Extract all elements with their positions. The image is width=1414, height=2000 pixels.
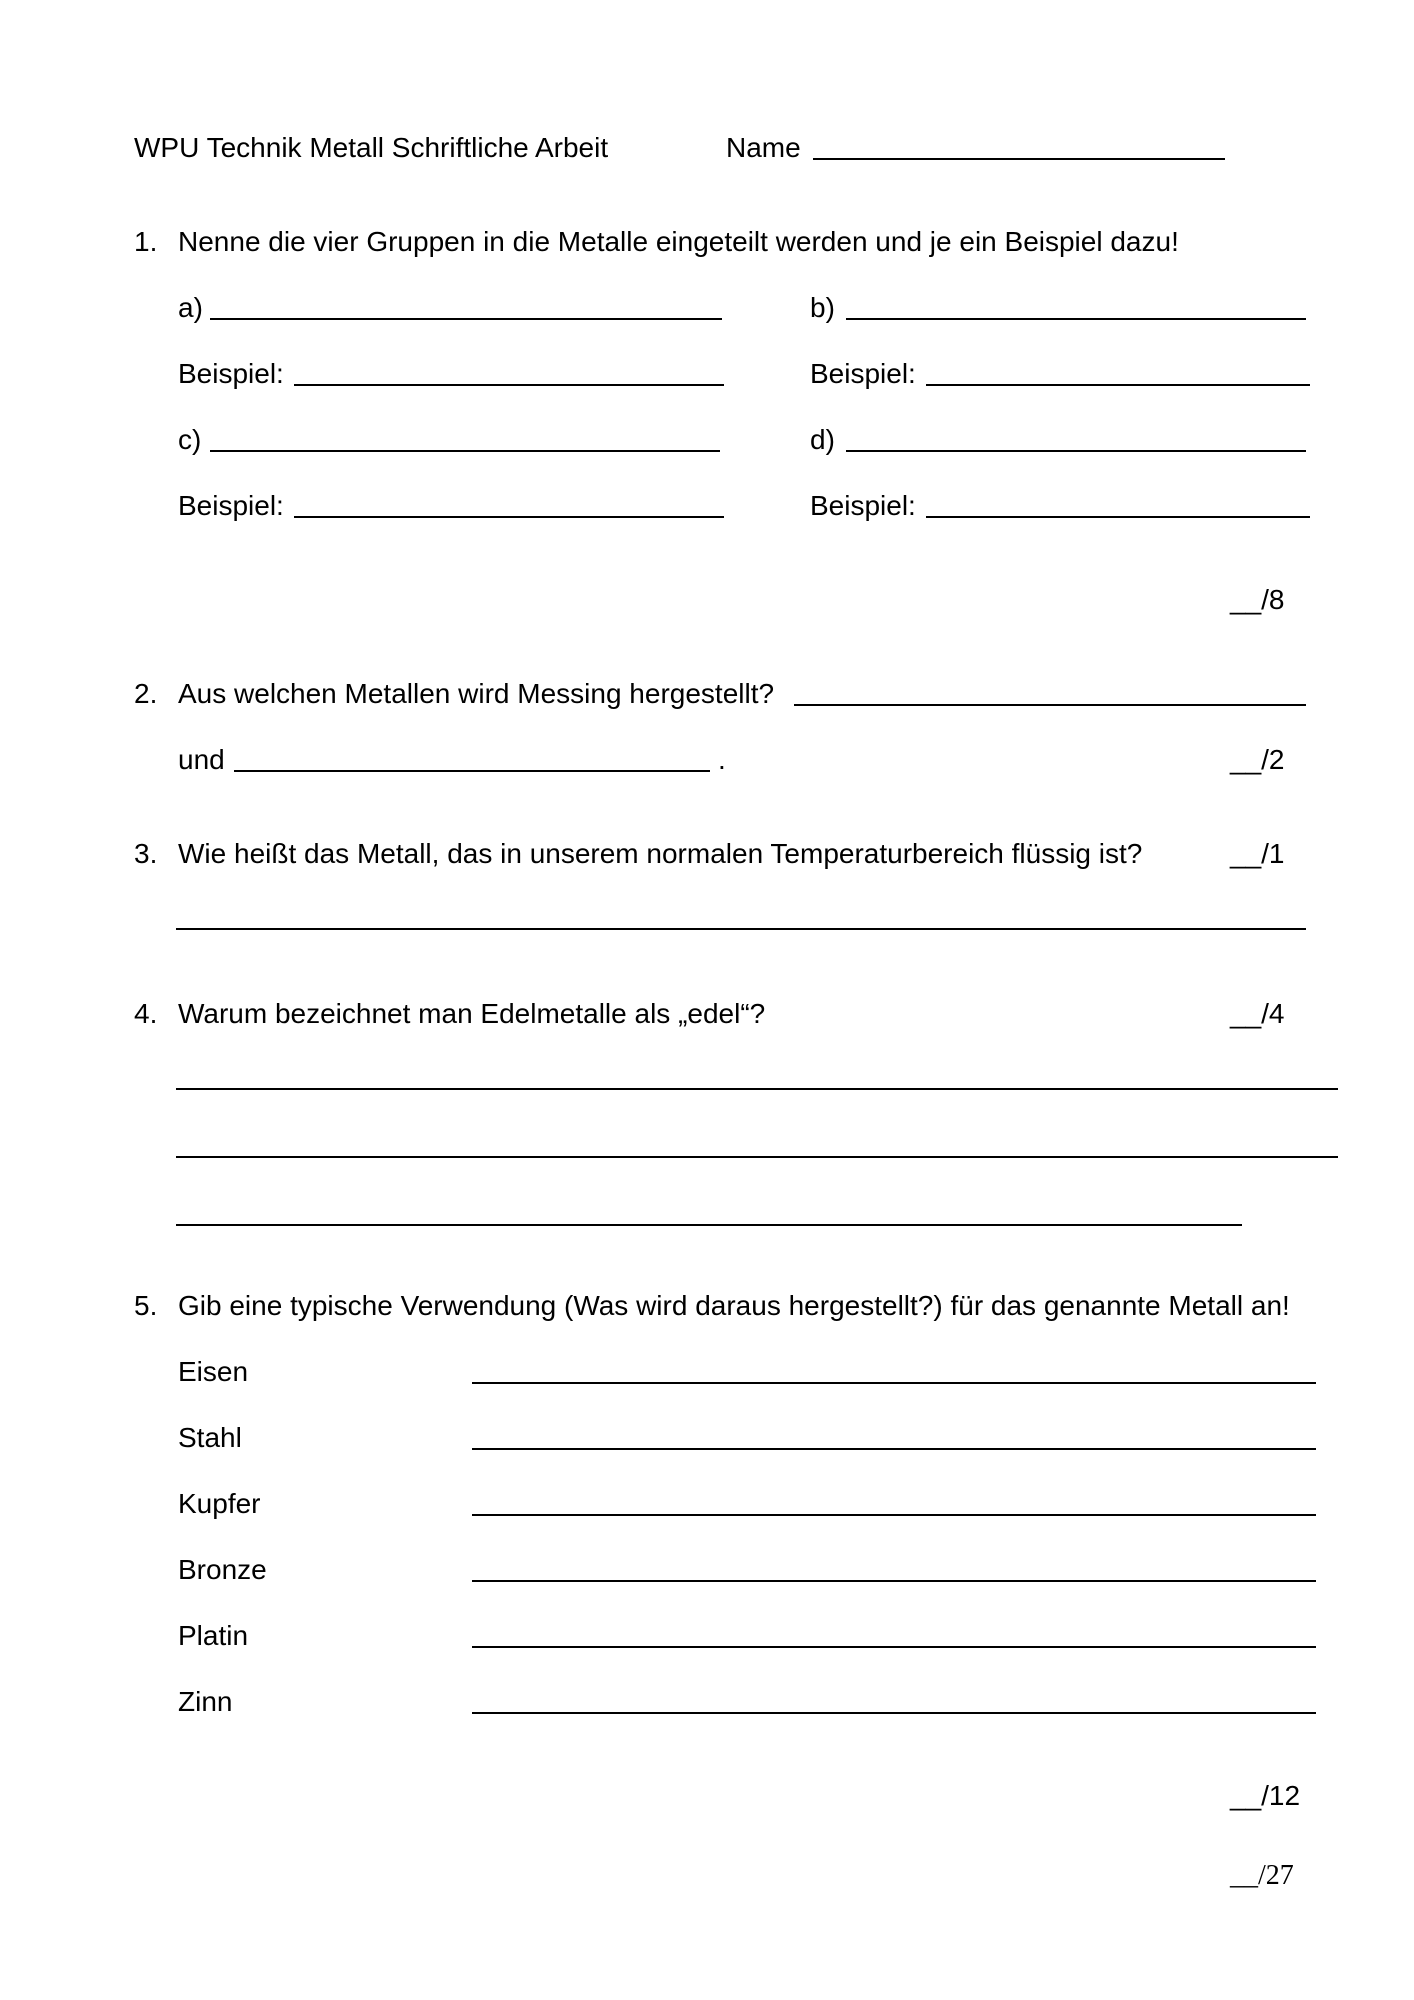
q2-period: . [718,744,726,775]
q1-example-c[interactable] [294,516,724,518]
q4-number: 4. [134,998,158,1029]
q5-metal-label: Bronze [178,1554,267,1585]
name-label: Name [726,132,801,163]
q1-text: Nenne die vier Gruppen in die Metalle eingeteilt werden und je ein Beispiel dazu! [178,226,1179,257]
q1-label-d: d) [810,424,835,455]
q4-answer-line-1[interactable] [176,1088,1338,1090]
q1-answer-a[interactable] [210,318,722,320]
worksheet-title: WPU Technik Metall Schriftliche Arbeit [134,132,609,163]
q1-answer-c[interactable] [210,450,720,452]
q5-answer-eisen[interactable] [472,1382,1316,1384]
q5-metal-label: Zinn [178,1686,233,1717]
q2-answer-2[interactable] [234,770,710,772]
q1-number: 1. [134,226,158,257]
q5-metal-label: Platin [178,1620,249,1651]
q1-label-c: c) [178,424,202,455]
q1-example-label-a: Beispiel: [178,358,284,389]
q2-and-label: und [178,744,225,775]
q5-answer-platin[interactable] [472,1646,1316,1648]
q2-text: Aus welchen Metallen wird Messing hergestellt? [178,678,775,709]
q1-example-a[interactable] [294,384,724,386]
q2-score: __/2 [1230,744,1285,775]
q1-example-b[interactable] [926,384,1310,386]
q2-number: 2. [134,678,158,709]
q3-score: __/1 [1230,838,1285,869]
q4-answer-line-3[interactable] [176,1224,1242,1226]
q1-example-d[interactable] [926,516,1310,518]
q2-answer-1[interactable] [794,704,1306,706]
q1-answer-b[interactable] [846,318,1306,320]
total-score: __/27 [1230,1860,1294,1891]
q5-text: Gib eine typische Verwendung (Was wird daraus hergestellt?) für das genannte Metall an! [178,1290,1290,1321]
q1-label-b: b) [810,292,835,323]
q3-text: Wie heißt das Metall, das in unserem normalen Temperaturbereich flüssig ist? [178,838,1143,869]
name-field[interactable] [813,158,1225,160]
q5-number: 5. [134,1290,158,1321]
q5-answer-zinn[interactable] [472,1712,1316,1714]
q4-text: Warum bezeichnet man Edelmetalle als „edel“? [178,998,766,1029]
q4-answer-line-2[interactable] [176,1156,1338,1158]
q4-score: __/4 [1230,998,1285,1029]
q3-number: 3. [134,838,158,869]
q5-metal-label: Stahl [178,1422,242,1453]
q5-metal-label: Kupfer [178,1488,261,1519]
q1-answer-d[interactable] [846,450,1306,452]
q1-example-label-b: Beispiel: [810,358,916,389]
q1-label-a: a) [178,292,203,323]
q3-answer[interactable] [176,928,1306,930]
q1-score: __/8 [1230,584,1285,615]
q5-score: __/12 [1230,1780,1301,1811]
q5-answer-bronze[interactable] [472,1580,1316,1582]
q1-example-label-d: Beispiel: [810,490,916,521]
q5-answer-kupfer[interactable] [472,1514,1316,1516]
q5-metal-label: Eisen [178,1356,249,1387]
q5-answer-stahl[interactable] [472,1448,1316,1450]
q1-example-label-c: Beispiel: [178,490,284,521]
